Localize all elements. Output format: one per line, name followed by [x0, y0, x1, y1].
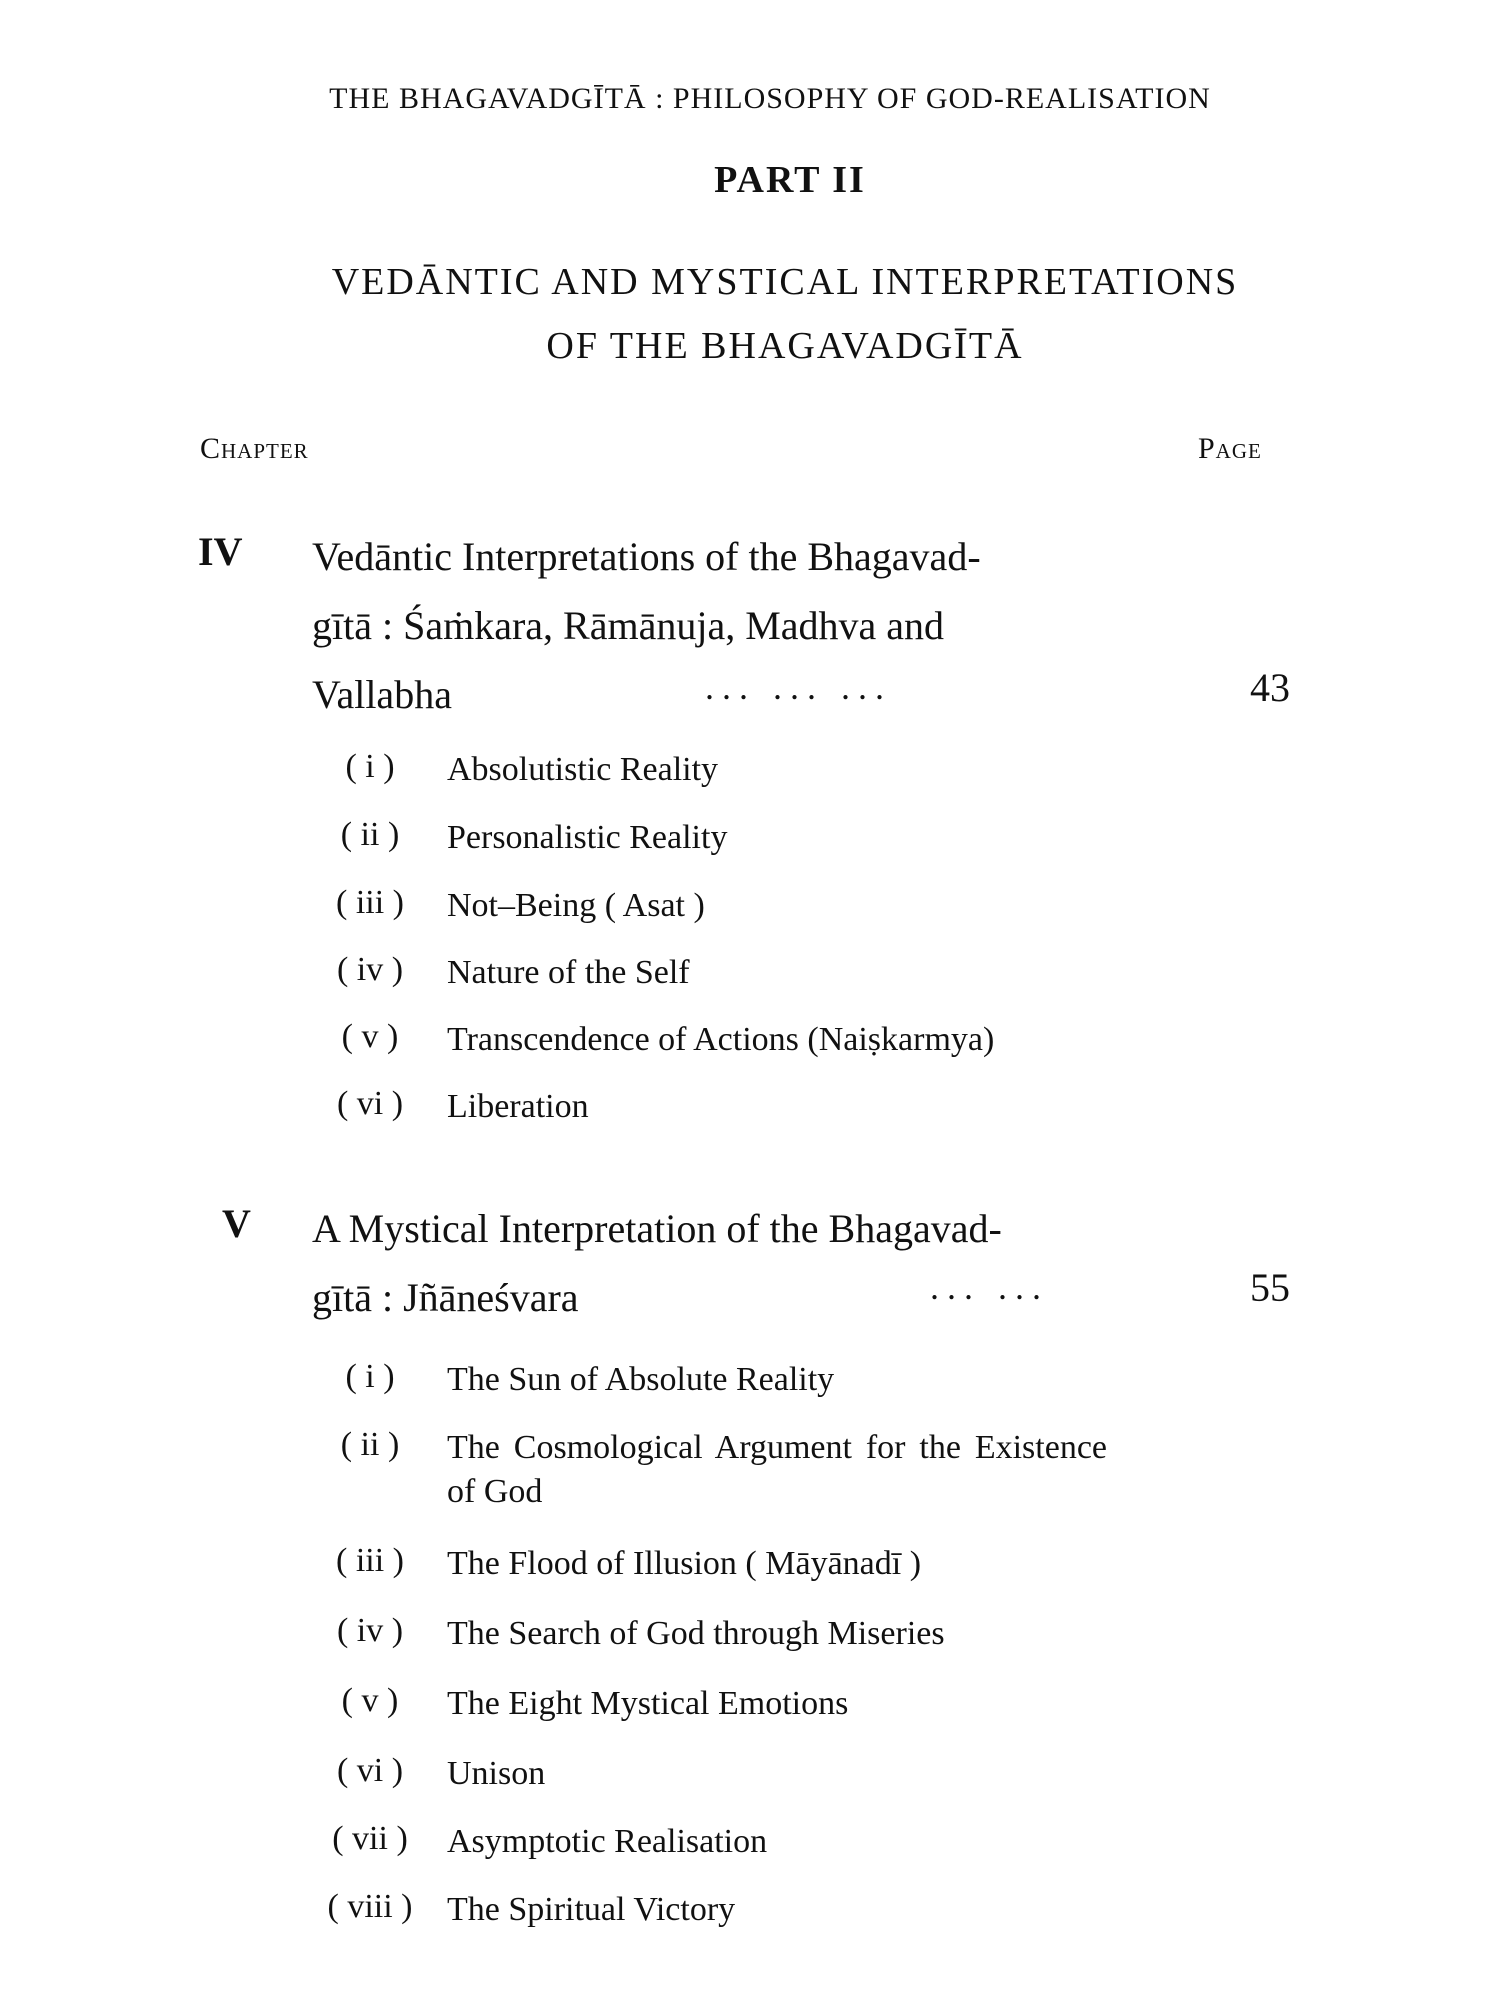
section-title-text: Not–Being ( Asat ): [447, 887, 705, 924]
section-number: ( ii ): [320, 816, 420, 854]
chapter-page-number: 55: [1250, 1265, 1290, 1310]
chapter-title: [312, 1194, 1112, 1332]
section-title-text: Transcendence of Actions (Naiṣkarmya): [447, 1021, 995, 1058]
chapter-title-line-3: Vallabha: [312, 672, 452, 717]
dot-leaders: ... ... ...: [705, 667, 892, 707]
section-number: ( v ): [320, 1682, 420, 1720]
section-number: ( vi ): [320, 1752, 420, 1790]
section-number: ( vi ): [320, 1085, 420, 1123]
section-title-text: Personalistic Reality: [447, 819, 728, 856]
section-title-text: Liberation: [447, 1088, 589, 1125]
section-title-text: The Sun of Absolute Reality: [447, 1361, 835, 1398]
section-number: ( iv ): [320, 1612, 420, 1650]
section-title-text: Nature of the Self: [447, 954, 690, 991]
chapter-number: IV: [198, 529, 243, 574]
section-title-line-2: OF THE BHAGAVADGĪTĀ: [546, 325, 1024, 367]
section-number: ( v ): [320, 1018, 420, 1056]
section-title-text: The Cosmological Argument for the Existence of God: [447, 1429, 1107, 1510]
section-number: ( iii ): [320, 884, 420, 922]
section-title-text: The Spiritual Victory: [447, 1891, 736, 1928]
section-number: ( ii ): [320, 1426, 420, 1464]
section-title-text: Unison: [447, 1755, 546, 1792]
section-number: ( iv ): [320, 951, 420, 989]
chapter-title-line-1: A Mystical Interpretation of the Bhagavad-: [312, 1206, 1002, 1251]
section-number: ( i ): [320, 1358, 420, 1396]
section-number: ( i ): [320, 748, 420, 786]
section-number: ( vii ): [320, 1820, 420, 1858]
chapter-title-line-1: Vedāntic Interpretations of the Bhagavad-: [312, 534, 981, 579]
section-title-text: The Flood of Illusion ( Māyānadī ): [447, 1545, 922, 1582]
chapter-title-line-2: gītā : Śaṁkara, Rāmānuja, Madhva and: [312, 603, 945, 648]
section-title: [0, 250, 1500, 378]
section-title-text: Absolutistic Reality: [447, 751, 719, 788]
section-title-text: The Search of God through Miseries: [447, 1615, 945, 1652]
part-heading: PART II: [714, 159, 866, 201]
section-title-text: The Eight Mystical Emotions: [447, 1685, 849, 1722]
section-number: ( viii ): [320, 1888, 420, 1926]
chapter-page-number: 43: [1250, 665, 1290, 710]
chapter-title-line-2: gītā : Jñāneśvara: [312, 1275, 579, 1320]
section-title-text: Asymptotic Realisation: [447, 1823, 768, 1860]
section-number: ( iii ): [320, 1542, 420, 1580]
column-heading-page: Page: [1198, 432, 1262, 465]
column-heading-chapter: Chapter: [200, 432, 309, 465]
chapter-number: V: [222, 1201, 251, 1246]
running-head: THE BHAGAVADGĪTĀ : PHILOSOPHY OF GOD-REALISATION: [329, 82, 1211, 115]
section-title-line-1: VEDĀNTIC AND MYSTICAL INTERPRETATIONS: [331, 261, 1239, 303]
dot-leaders: ... ...: [930, 1267, 1049, 1307]
